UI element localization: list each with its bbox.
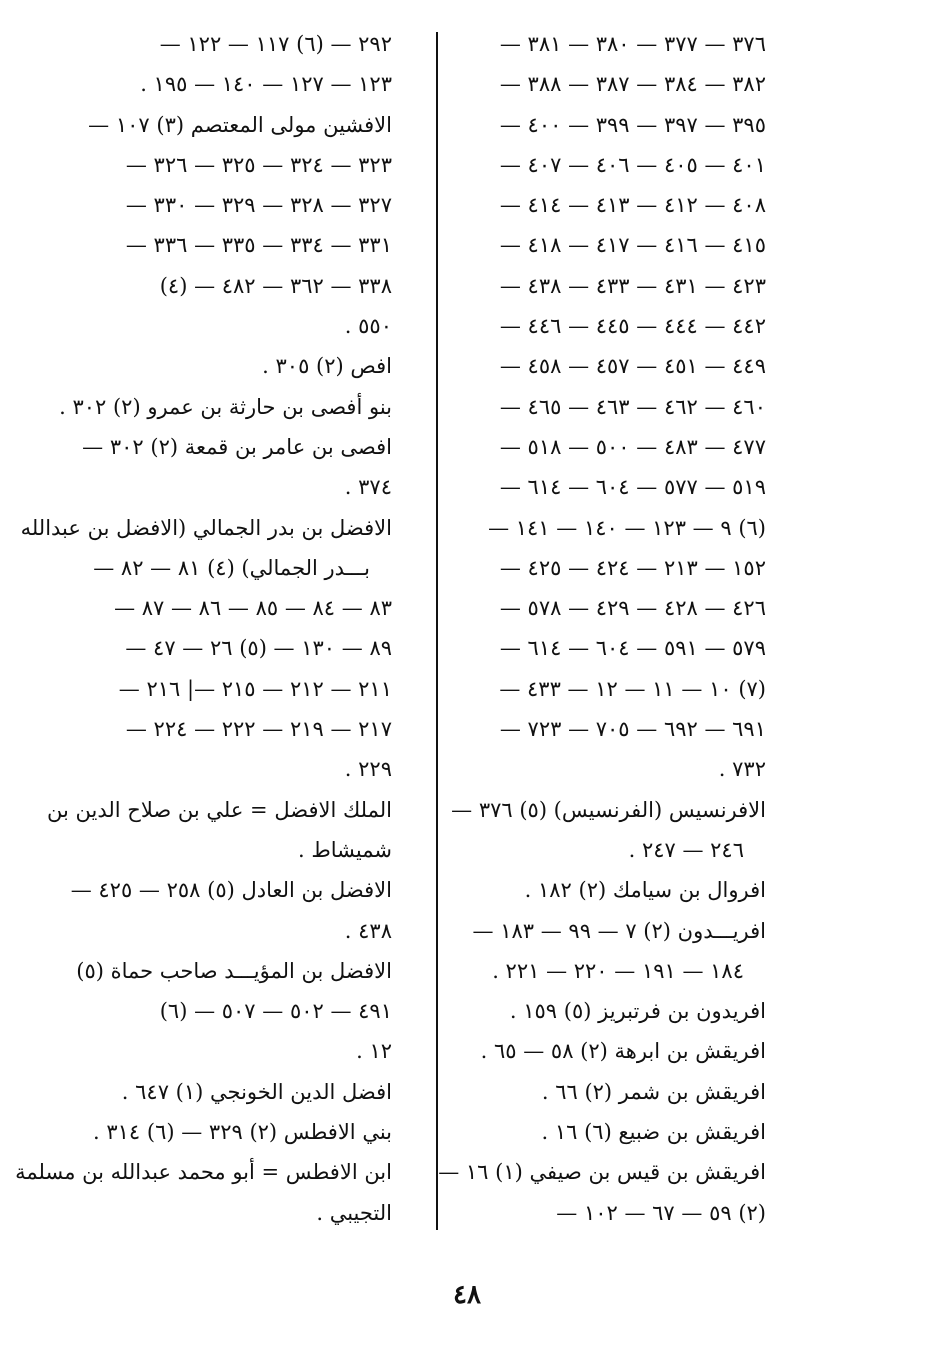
index-line: التجيبي . xyxy=(316,1200,392,1225)
index-line: (٢) ٥٩ — ٦٧ — ١٠٢ — xyxy=(556,1200,766,1225)
index-line: شميشاط . xyxy=(298,837,392,862)
index-line: ٣٩٥ — ٣٩٧ — ٣٩٩ — ٤٠٠ — xyxy=(499,112,766,137)
index-line: ٤١٥ — ٤١٦ — ٤١٧ — ٤١٨ — xyxy=(499,233,766,258)
index-line: افضل الدين الخونجي (١) ٦٤٧ . xyxy=(121,1079,392,1104)
index-line: افريدون بن فرتبريز (٥) ١٥٩ . xyxy=(509,999,766,1024)
index-line: افريقش بن قيس بن صيفي (١) ١٦ — xyxy=(438,1160,766,1185)
index-line: بنو أفصى بن حارثة بن عمرو (٢) ٣٠٢ . xyxy=(59,394,392,419)
index-line: الافرنسيس (الفرنسيس) (٥) ٣٧٦ — xyxy=(451,797,766,822)
index-line: افص (٢) ٣٠٥ . xyxy=(262,354,392,379)
index-line: ٢٩٢ — (٦) ١١٧ — ١٢٢ — xyxy=(159,32,392,56)
index-line: ٧٣٢ . xyxy=(718,757,766,782)
index-line: ٥٧٩ — ٥٩١ — ٦٠٤ — ٦١٤ — xyxy=(499,636,766,661)
index-line: افريقش بن شمر (٢) ٦٦ . xyxy=(541,1079,766,1104)
index-line: ٣٧٤ . xyxy=(344,475,392,500)
index-line: ٤٠٨ — ٤١٢ — ٤١٣ — ٤١٤ — xyxy=(499,193,766,218)
index-line: ٣٣٨ — ٣٦٢ — ٤٨٢ — (٤) xyxy=(159,273,392,298)
index-line: ١٨٤ — ١٩١ — ٢٢٠ — ٢٢١ . xyxy=(492,958,744,983)
index-line: افريقش بن ابرهة (٢) ٥٨ — ٦٥ . xyxy=(480,1039,766,1064)
index-line: ٤٤٢ — ٤٤٤ — ٤٤٥ — ٤٤٦ — xyxy=(499,314,766,339)
index-line: ٢٢٩ . xyxy=(344,757,392,782)
index-line: ٤٣٨ . xyxy=(344,918,392,943)
index-line: ٢٤٦ — ٢٤٧ . xyxy=(628,837,744,862)
index-line: ٣٨٢ — ٣٨٤ — ٣٨٧ — ٣٨٨ — xyxy=(499,72,766,97)
index-line: ٥٥٠ . xyxy=(344,314,392,339)
index-line: ٥١٩ — ٥٧٧ — ٦٠٤ — ٦١٤ — xyxy=(499,475,766,500)
index-line: ٣٣١ — ٣٣٤ — ٣٣٥ — ٣٣٦ — xyxy=(125,233,392,258)
index-line: افريقش بن ضبيع (٦) ١٦ . xyxy=(541,1120,766,1145)
index-column-left xyxy=(15,24,392,1233)
index-line: الافضل بن بدر الجمالي (الافضل بن عبدالله xyxy=(20,515,392,540)
index-line: ٨٩ — ١٣٠ — (٥) ٢٦ — ٤٧ — xyxy=(125,636,392,661)
index-line: بني الافطس (٢) ٣٢٩ — (٦) ٣١٤ . xyxy=(93,1120,392,1145)
index-line: ٤٢٣ — ٤٣١ — ٤٣٣ — ٤٣٨ — xyxy=(499,273,766,298)
index-line: ٤٧٧ — ٤٨٣ — ٥٠٠ — ٥١٨ — xyxy=(499,434,766,459)
index-line: ١٢٣ — ١٢٧ — ١٤٠ — ١٩٥ . xyxy=(140,72,392,97)
index-line: افريـــدون (٢) ٧ — ٩٩ — ١٨٣ — xyxy=(472,918,766,943)
index-line: (٦) ٩ — ١٢٣ — ١٤٠ — ١٤١ — xyxy=(488,515,766,540)
index-line: ١٢ . xyxy=(356,1039,392,1064)
index-line: ابن الافطس = أبو محمد عبدالله بن مسلمة xyxy=(15,1160,392,1185)
index-line: الافضل بن المؤيـــد صاحب حماة (٥) xyxy=(76,958,392,983)
index-column-right xyxy=(426,24,766,1233)
index-line: ٣٢٣ — ٣٢٤ — ٣٢٥ — ٣٢٦ — xyxy=(125,152,392,177)
page-number: ٤٨ xyxy=(453,1280,481,1310)
index-line: ٣٧٦ — ٣٧٧ — ٣٨٠ — ٣٨١ — xyxy=(499,32,766,56)
index-line: ١٥٢ — ٢١٣ — ٤٢٤ — ٤٢٥ — xyxy=(499,555,766,580)
index-line: الافشين مولى المعتصم (٣) ١٠٧ — xyxy=(88,112,392,137)
column-divider xyxy=(436,32,438,1230)
index-line: الملك الافضل = علي بن صلاح الدين بن xyxy=(47,797,392,822)
index-line: (٧) ١٠ — ١١ — ١٢ — ٤٣٣ — xyxy=(499,676,766,701)
index-line: ٨٣ — ٨٤ — ٨٥ — ٨٦ — ٨٧ — xyxy=(114,596,392,621)
index-line: ٦٩١ — ٦٩٢ — ٧٠٥ — ٧٢٣ — xyxy=(499,717,766,742)
index-line: ٢١١ — ٢١٢ — ٢١٥ —| ٢١٦ — xyxy=(118,676,392,701)
index-line: ٣٢٧ — ٣٢٨ — ٣٢٩ — ٣٣٠ — xyxy=(125,193,392,218)
index-line: ٤٢٦ — ٤٢٨ — ٤٢٩ — ٥٧٨ — xyxy=(499,596,766,621)
index-line: بـــدر الجمالي) (٤) ٨١ — ٨٢ — xyxy=(93,555,370,580)
index-line: افصى بن عامر بن قمعة (٢) ٣٠٢ — xyxy=(82,434,392,459)
index-line: ٢١٧ — ٢١٩ — ٢٢٢ — ٢٢٤ — xyxy=(125,717,392,742)
index-line: ٤٠١ — ٤٠٥ — ٤٠٦ — ٤٠٧ — xyxy=(499,152,766,177)
index-line: ٤٩١ — ٥٠٢ — ٥٠٧ — (٦) xyxy=(159,999,392,1024)
index-line: الافضل بن العادل (٥) ٢٥٨ — ٤٢٥ — xyxy=(70,878,392,903)
index-line: ٤٦٠ — ٤٦٢ — ٤٦٣ — ٤٦٥ — xyxy=(499,394,766,419)
index-line: ٤٤٩ — ٤٥١ — ٤٥٧ — ٤٥٨ — xyxy=(499,354,766,379)
index-line: افروال بن سيامك (٢) ١٨٢ . xyxy=(524,878,766,903)
